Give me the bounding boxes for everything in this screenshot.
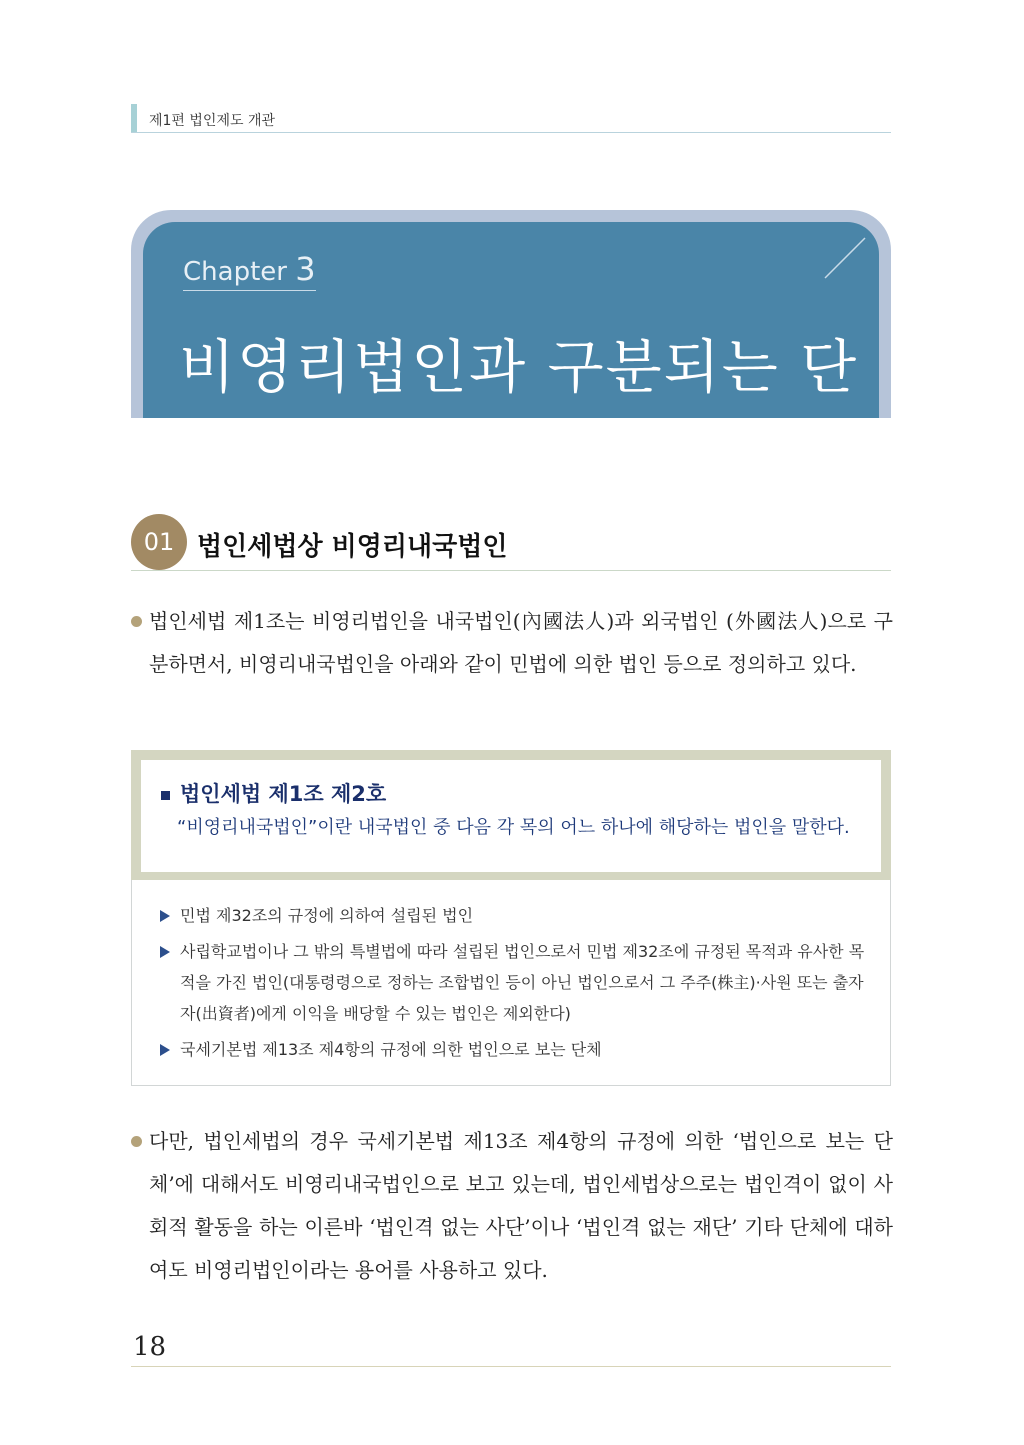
- law-item: [160, 936, 870, 1029]
- chapter-number: 3: [295, 250, 316, 288]
- triangle-bullet-icon: [160, 1044, 170, 1056]
- law-quote-inner: [141, 760, 881, 872]
- law-body: “비영리내국법인”이란 내국법인 중 다음 각 목의 어느 하나에 해당하는 법인을 말한다.: [177, 817, 850, 838]
- section-heading: [131, 514, 891, 571]
- paragraph-2: [131, 1120, 893, 1292]
- bullet-dot-icon: [131, 1136, 142, 1147]
- law-item: [160, 1034, 870, 1065]
- law-item-text: 민법 제32조의 규정에 의하여 설립된 법인: [180, 906, 474, 925]
- law-items-list: [132, 880, 890, 1065]
- chapter-label: [183, 250, 316, 291]
- footer-divider: [131, 1366, 891, 1367]
- law-quote-box: [131, 750, 891, 880]
- triangle-bullet-icon: [160, 946, 170, 958]
- header-accent-bar: [131, 104, 137, 132]
- paragraph-text: 법인세법 제1조는 비영리법인을 내국법인(內國法人)과 외국법인 (外國法人)으로 구분하면서, 비영리내국법인을 아래와 같이 민법에 의한 법인 등으로 정의하고 있다.: [149, 609, 893, 676]
- corner-line-icon: [823, 236, 867, 280]
- triangle-bullet-icon: [160, 910, 170, 922]
- section-title: 법인세법상 비영리내국법인: [197, 532, 508, 562]
- running-header-text: 제1편 법인제도 개관: [149, 113, 275, 129]
- bullet-dot-icon: [131, 616, 142, 627]
- law-title-text: 법인세법 제1조 제2호: [180, 782, 387, 806]
- chapter-word: Chapter: [183, 257, 287, 287]
- law-title: [161, 778, 386, 808]
- section-number-badge: 01: [131, 514, 187, 570]
- running-header: [131, 104, 891, 133]
- paragraph-text: 다만, 법인세법의 경우 국세기본법 제13조 제4항의 규정에 의한 ‘법인으로 보는 단체’에 대해서도 비영리내국법인으로 보고 있는데, 법인세법상으로는 법인격이 없이 사회적 활동을 하는 이른바 ‘법인격 없는 사단’이나 ‘법인격 없는 재단’ 기타 단체에 대하여도 비영리법인이라는 용어를 사용하고 있다.: [149, 1129, 893, 1282]
- law-item-text: 국세기본법 제13조 제4항의 규정에 의한 법인으로 보는 단체: [180, 1040, 602, 1059]
- chapter-title: 비영리법인과 구분되는 단체: [179, 333, 859, 485]
- paragraph-1: [131, 600, 893, 686]
- law-item-text: 사립학교법이나 그 밖의 특별법에 따라 설립된 법인으로서 민법 제32조에 규정된 목적과 유사한 목적을 가진 법인(대통령령으로 정하는 조합법인 등이 아닌 법인으로서 그 주주(株主)·사원 또는 출자자(出資者)에게 이익을 배당할 수 있는 법인은 제외한다): [180, 942, 865, 1023]
- page-number: 18: [133, 1332, 167, 1362]
- chapter-banner: [143, 222, 879, 485]
- law-item: [160, 900, 870, 931]
- square-bullet-icon: [161, 791, 170, 800]
- law-items-box: [131, 880, 891, 1086]
